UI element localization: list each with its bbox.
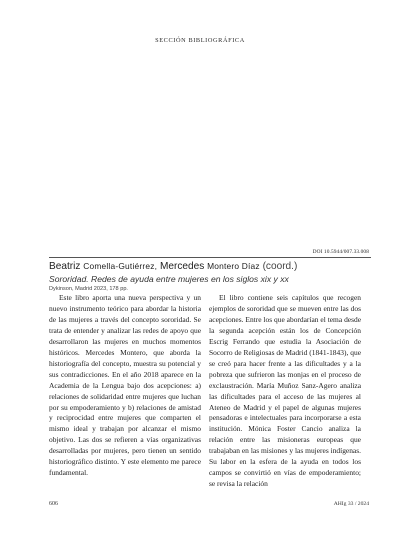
journal-issue: AHIg 33 / 2024 <box>333 501 369 507</box>
author2-last-name: Montero Díaz <box>207 261 260 271</box>
review-authors <box>49 261 379 272</box>
author1-last-name: Comella-Gutiérrez, <box>83 261 158 271</box>
doi-label: DOI 10.5944/007.33.008 <box>312 249 369 255</box>
coord-label: (coord.) <box>262 261 298 272</box>
paragraph: El libro contiene seis capítulos que recogen ejemplos de sororidad que se mueven entre las dos acepciones. Entre los que abordarían el tema desde la segunda acepción están los de Concepción Escrig Ferrando que estudia la Asociación de Socorro de Religiosas de Madrid (1841-1843), que se creó para hacer frente a las dificultades y a la pobreza que sufrieron las monjas en el proceso de exclaustración. María Muñoz Sanz-Agero analiza las dificultades para el acceso de las mujeres al Ateneo de Madrid y el papel de algunas mujeres pensadoras e intelectuales para incorporarse a esta institución. Mónica Foster Cancio analiza la relación entre las misioneras europeas que trabajaban en las misiones y las mujeres indígenas. Su labor en la esfera de la ayuda en todos los campos se convirtió en vías de empoderamiento; se revisa la relación <box>209 293 361 489</box>
paragraph: Este libro aporta una nueva perspectiva y un nuevo instrumento teórico para abordar la historia de las mujeres a través del concepto sororidad. Se trata de entender y analizar las redes de apoyo que desarrollaron las mujeres en muchos momentos históricos. Mercedes Montero, que aborda la historiografía del concepto, muestra su potencial y sus contradicciones. En el año 2018 aparece en la Academia de la Lengua bajo dos acepciones: a) relaciones de solidaridad entre mujeres que luchan por su empoderamiento y b) relaciones de amistad y reciprocidad entre mujeres que comparten el mismo ideal y trabajan por alcanzar el mismo objetivo. Las dos se refieren a vías organizativas desarrolladas por mujeres, pero tienen un sentido historiográfico distinto. Y este elemento me parece fundamental. <box>49 293 201 478</box>
section-header: SECCIÓN BIBLIOGRÁFICA <box>155 37 245 44</box>
page-number: 606 <box>49 501 58 507</box>
header-divider <box>49 257 371 258</box>
author2-first-name: Mercedes <box>159 261 205 272</box>
body-column-left <box>49 293 201 479</box>
publication-info: Dykinson, Madrid 2023, 178 pp. <box>49 286 128 292</box>
book-title: Sororidad. Redes de ayuda entre mujeres en los siglos xix y xx <box>49 274 289 284</box>
body-column-right <box>209 293 361 490</box>
author1-first-name: Beatriz <box>49 261 81 272</box>
